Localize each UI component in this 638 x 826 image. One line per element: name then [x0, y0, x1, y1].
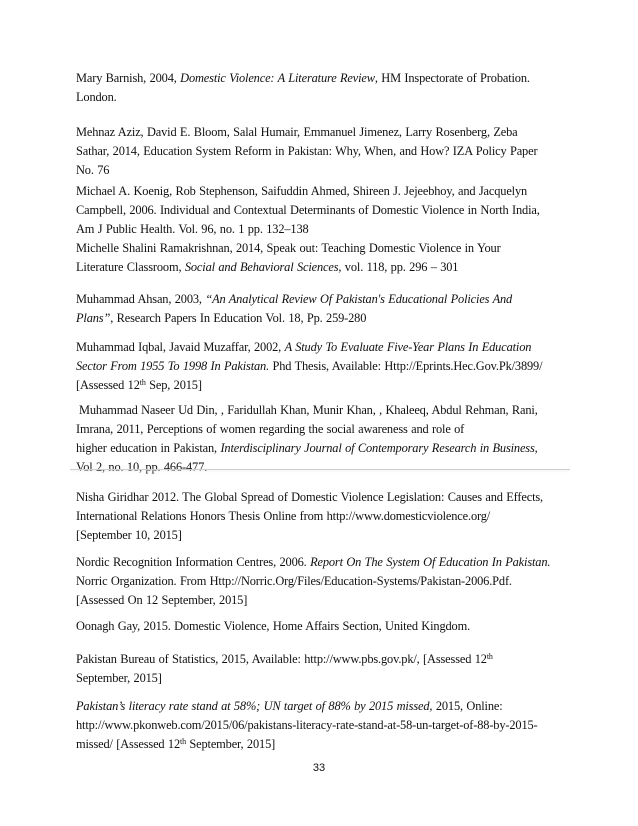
reference-aziz: [76, 123, 576, 180]
ref-text: Vol 2, no. 10, pp. 466-477.: [76, 460, 208, 474]
ref-title: “An Analytical Review Of Pakistan's Educational Policies And: [205, 292, 513, 306]
reference-nordic: [76, 553, 576, 610]
ref-title: Report On The System Of Education In Pakistan.: [310, 555, 551, 569]
ref-journal: Interdisciplinary Journal of Contemporary Research in Business,: [220, 441, 538, 455]
page-number: 33: [312, 762, 326, 774]
reference-ramakrishnan: [76, 239, 576, 277]
reference-naseer-ud-din: [79, 401, 579, 420]
ref-title: Pakistan’s literacy rate stand at 58%; UN target of 88% by 2015 missed,: [76, 699, 433, 713]
ref-text: [September 10, 2015]: [76, 528, 182, 542]
ref-text: vol. 118, pp. 296 – 301: [341, 260, 459, 274]
ref-text: Literature Classroom,: [76, 260, 185, 274]
ref-text: Am J Public Health. Vol. 96, no. 1 pp. 132–138: [76, 222, 309, 236]
ref-superscript: th: [139, 378, 146, 387]
ref-text: 2015, Online:: [432, 699, 503, 713]
ref-text: missed/ [Assessed 12: [76, 737, 181, 751]
ref-text: Sep, 2015]: [145, 378, 202, 392]
ref-title: Sector From 1955 To 1998 In Pakistan.: [76, 359, 270, 373]
ref-text: September, 2015]: [185, 737, 276, 751]
ref-text: Michael A. Koenig, Rob Stephenson, Saifuddin Ahmed, Shireen J. Jejeebhoy, and Jacquelyn: [76, 184, 528, 198]
ref-title: A Study To Evaluate Five-Year Plans In Education: [284, 340, 532, 354]
ref-text: http://www.pkonweb.com/2015/06/pakistans-literacy-rate-stand-at-58-un-target-of-88-by-2015-: [76, 718, 538, 732]
ref-text: Norric Organization. From Http://Norric.Org/Files/Education-Systems/Pakistan-2006.Pdf.: [76, 574, 512, 588]
ref-text: higher education in Pakistan,: [76, 441, 221, 455]
ref-superscript: th: [180, 737, 186, 746]
page-divider: [70, 469, 570, 470]
ref-text: [Assessed 12: [76, 378, 140, 392]
ref-text: Mehnaz Aziz, David E. Bloom, Salal Humair, Emmanuel Jimenez, Larry Rosenberg, Zeba: [76, 125, 518, 139]
reference-barnish: [76, 69, 576, 107]
ref-text: Muhammad Naseer Ud Din, , Faridullah Khan, Munir Khan, , Khaleeq, Abdul Rehman, Rani,: [79, 403, 538, 417]
reference-pbs: [76, 650, 576, 688]
ref-text: Sathar, 2014, Education System Reform in Pakistan: Why, When, and How? IZA Policy Paper: [76, 144, 538, 158]
ref-text: [Assessed On 12 September, 2015]: [76, 593, 248, 607]
ref-journal: Social and Behavioral Sciences,: [184, 260, 342, 274]
ref-text: No. 76: [76, 163, 110, 177]
ref-text: , HM Inspectorate of Probation.: [374, 71, 530, 85]
ref-text: Michelle Shalini Ramakrishnan, 2014, Speak out: Teaching Domestic Violence in Your: [76, 241, 501, 255]
reference-iqbal: [76, 338, 576, 395]
ref-title: Plans”: [76, 311, 111, 325]
ref-text: Nisha Giridhar 2012. The Global Spread of Domestic Violence Legislation: Causes and Effects,: [76, 490, 544, 504]
ref-text: International Relations Honors Thesis Online from http://www.domesticviolence.org/: [76, 509, 491, 523]
reference-giridhar: [76, 488, 576, 545]
ref-title: Domestic Violence: A Literature Review: [180, 71, 375, 85]
ref-text: Muhammad Iqbal, Javaid Muzaffar, 2002,: [76, 340, 285, 354]
ref-text: London.: [76, 90, 117, 104]
ref-text: Imrana, 2011, Perceptions of women regarding the social awareness and role of: [76, 422, 465, 436]
ref-text: Nordic Recognition Information Centres, 2006.: [76, 555, 311, 569]
ref-superscript: th: [486, 652, 493, 661]
reference-koenig: [76, 182, 576, 239]
reference-gay: [76, 617, 576, 636]
ref-text: Muhammad Ahsan, 2003,: [76, 292, 206, 306]
ref-text: Oonagh Gay, 2015. Domestic Violence, Home Affairs Section, United Kingdom.: [76, 619, 471, 633]
reference-pkonweb: [76, 697, 576, 754]
ref-text: Phd Thesis, Available: Http://Eprints.Hec.Gov.Pk/3899/: [269, 359, 543, 373]
ref-text: September, 2015]: [76, 671, 162, 685]
ref-text: Mary Barnish, 2004,: [76, 71, 181, 85]
ref-text: , Research Papers In Education Vol. 18, Pp. 259-280: [110, 311, 367, 325]
ref-text: Campbell, 2006. Individual and Contextual Determinants of Domestic Violence in North India,: [76, 203, 540, 217]
reference-ahsan: [76, 290, 576, 328]
ref-text: Pakistan Bureau of Statistics, 2015, Available: http://www.pbs.gov.pk/, [Assessed 12: [76, 652, 487, 666]
